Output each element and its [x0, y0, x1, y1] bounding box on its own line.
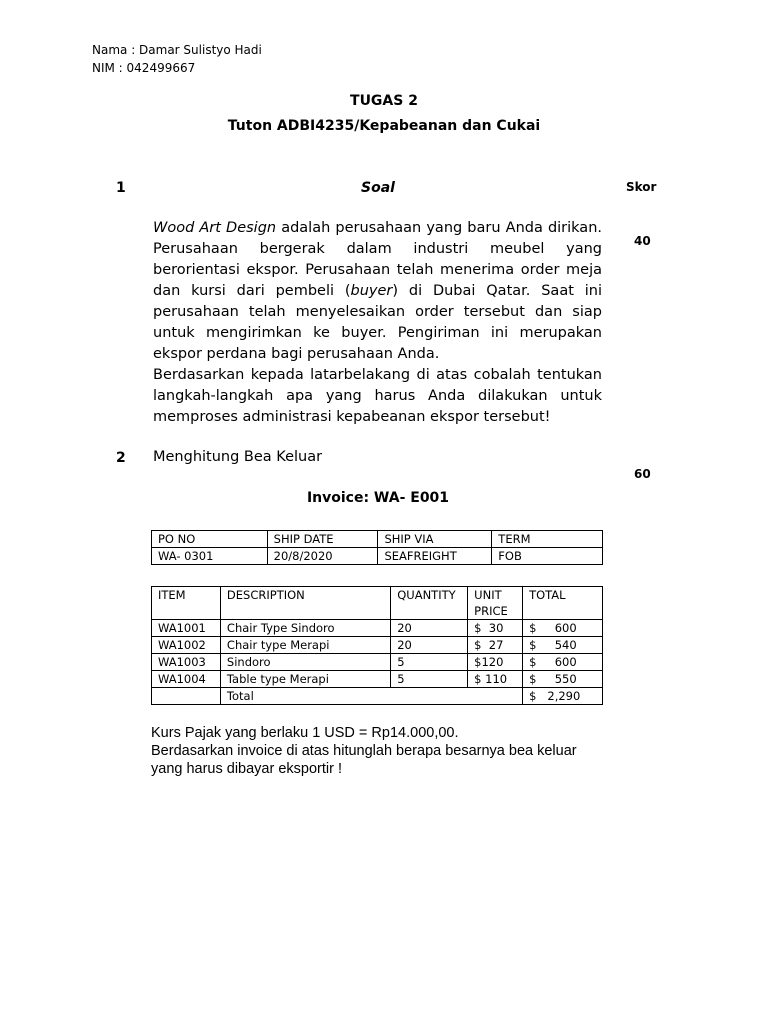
item-unit-price: $ 110: [468, 671, 523, 688]
item-quantity: 20: [391, 637, 468, 654]
question-1-paragraph-2: Berdasarkan kepada latarbelakang di atas cobalah tentukan langkah-langkah apa yang harus Anda dilakukan untuk memproses administrasi kepabeanan ekspor tersebut!: [153, 367, 602, 425]
table-row: [152, 654, 603, 671]
item-quantity: 5: [391, 654, 468, 671]
table-row: [152, 637, 603, 654]
table-row: [152, 671, 603, 688]
item-quantity: 5: [391, 671, 468, 688]
header-unit-price: UNIT PRICE: [468, 587, 523, 620]
document-title: TUGAS 2: [350, 93, 418, 109]
header-item: ITEM: [152, 587, 221, 620]
term-value: FOB: [492, 548, 603, 565]
po-no-value: WA- 0301: [152, 548, 268, 565]
student-name: Nama : Damar Sulistyo Hadi: [92, 43, 262, 57]
question-1-heading: Soal: [361, 180, 395, 196]
question-2-score: 60: [634, 467, 651, 481]
header-po-no: PO NO: [152, 531, 268, 548]
paragraph-1-tail: ) di Dubai Qatar. Saat ini perusahaan telah menyelesaikan order tersebut dan siap untuk mengirimkan ke buyer. Pengiriman ini merupakan ekspor perdana bagi perusahaan Anda.: [153, 283, 602, 362]
ship-date-value: 20/8/2020: [267, 548, 378, 565]
order-table-row: [152, 548, 603, 565]
paragraph-1-body: adalah perusahaan yang baru Anda dirikan. Perusahaan bergerak dalam industri meubel yang berorientasi ekspor. Perusahaan telah menerima order meja dan kursi dari pembeli (: [153, 220, 602, 299]
order-table: [151, 530, 603, 565]
header-total: TOTAL: [523, 587, 603, 620]
item-code: WA1004: [152, 671, 221, 688]
total-row-blank: [152, 688, 221, 705]
header-ship-date: SHIP DATE: [267, 531, 378, 548]
items-table: [151, 586, 603, 705]
ship-via-value: SEAFREIGHT: [378, 548, 492, 565]
items-table-header-row: [152, 587, 603, 620]
header-quantity: QUANTITY: [391, 587, 468, 620]
item-code: WA1001: [152, 620, 221, 637]
header-ship-via: SHIP VIA: [378, 531, 492, 548]
question-2-number: 2: [116, 450, 126, 466]
total-value: $ 2,290: [523, 688, 603, 705]
total-row: [152, 688, 603, 705]
question-1-text: [153, 218, 602, 428]
item-unit-price: $ 27: [468, 637, 523, 654]
student-nim: NIM : 042499667: [92, 61, 196, 75]
item-total: $ 540: [523, 637, 603, 654]
item-total: $ 600: [523, 654, 603, 671]
question-2-heading: Menghitung Bea Keluar: [153, 449, 323, 465]
question-2-instruction-line-1: Berdasarkan invoice di atas hitunglah berapa besarnya bea keluar: [151, 743, 577, 759]
document-subtitle: Tuton ADBI4235/Kepabeanan dan Cukai: [227, 118, 541, 134]
score-header: Skor: [626, 180, 657, 194]
header-description: DESCRIPTION: [220, 587, 390, 620]
item-code: WA1002: [152, 637, 221, 654]
table-row: [152, 620, 603, 637]
item-description: Chair Type Sindoro: [220, 620, 390, 637]
item-description: Table type Merapi: [220, 671, 390, 688]
header-term: TERM: [492, 531, 603, 548]
buyer-term: buyer: [350, 283, 393, 299]
item-quantity: 20: [391, 620, 468, 637]
company-name: Wood Art Design: [153, 220, 277, 236]
item-total: $ 600: [523, 620, 603, 637]
item-total: $ 550: [523, 671, 603, 688]
total-label: Total: [220, 688, 522, 705]
item-unit-price: $ 30: [468, 620, 523, 637]
question-1-paragraph-1: [153, 218, 602, 365]
order-table-header-row: [152, 531, 603, 548]
item-description: Sindoro: [220, 654, 390, 671]
question-2-instruction-line-2: yang harus dibayar eksportir !: [151, 761, 343, 777]
invoice-title: Invoice: WA- E001: [306, 490, 450, 506]
item-unit-price: $120: [468, 654, 523, 671]
question-1-number: 1: [116, 180, 126, 196]
question-1-score: 40: [634, 234, 651, 248]
item-code: WA1003: [152, 654, 221, 671]
item-description: Chair type Merapi: [220, 637, 390, 654]
exchange-rate-text: Kurs Pajak yang berlaku 1 USD = Rp14.000,00.: [151, 725, 459, 741]
